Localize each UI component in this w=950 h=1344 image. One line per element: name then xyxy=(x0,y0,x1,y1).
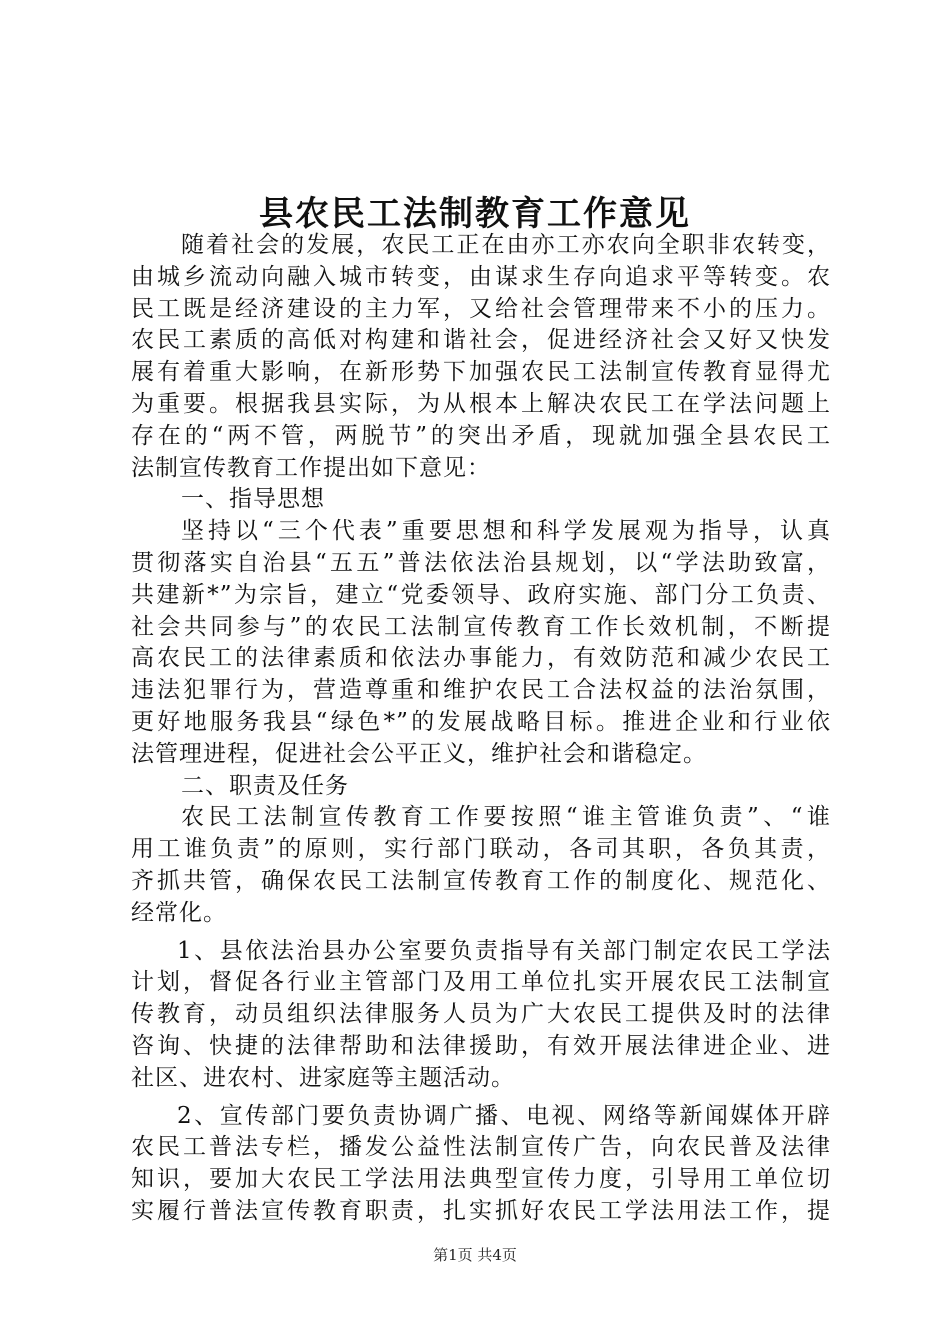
paragraph-line: 农民工法制宣传教育工作要按照“谁主管谁负责”、“谁 xyxy=(181,804,831,831)
paragraph-line: 贯彻落实自治县“五五”普法依法治县规划，以“学法助致富， xyxy=(131,549,831,576)
paragraph-line: 坚持以“三个代表”重要思想和科学发展观为指导，认真 xyxy=(181,518,831,545)
section-heading: 一、指导思想 xyxy=(181,486,325,513)
document-title: 县农民工法制教育工作意见 xyxy=(259,194,691,234)
paragraph-line: 农民工普法专栏，播发公益性法制宣传广告，向农民普及法律 xyxy=(131,1134,831,1161)
paragraph-line: 共建新*”为宗旨，建立“党委领导、政府实施、部门分工负责、 xyxy=(131,581,831,608)
paragraph-line: 社会共同参与”的农民工法制宣传教育工作长效机制，不断提 xyxy=(131,613,831,640)
paragraph-line: 实履行普法宣传教育职责，扎实抓好农民工学法用法工作，提 xyxy=(131,1197,831,1224)
paragraph-line: 违法犯罪行为，营造尊重和维护农民工合法权益的法治氛围， xyxy=(131,677,831,704)
paragraph-line: 2、宣传部门要负责协调广播、电视、网络等新闻媒体开辟 xyxy=(177,1102,831,1129)
paragraph-line: 经常化。 xyxy=(131,899,227,926)
paragraph-line: 用工谁负责”的原则，实行部门联动，各司其职，各负其责， xyxy=(131,836,831,863)
paragraph-line: 农民工素质的高低对构建和谐社会，促进经济社会又好又快发 xyxy=(131,327,831,354)
paragraph-line: 知识，要加大农民工学法用法典型宣传力度，引导用工单位切 xyxy=(131,1166,831,1193)
paragraph-line: 1、县依法治县办公室要负责指导有关部门制定农民工学法 xyxy=(177,937,831,964)
paragraph-line: 民工既是经济建设的主力军，又给社会管理带来不小的压力。 xyxy=(131,295,831,322)
paragraph-line: 更好地服务我县“绿色*”的发展战略目标。推进企业和行业依 xyxy=(131,708,831,735)
paragraph-line: 计划，督促各行业主管部门及用工单位扎实开展农民工法制宣 xyxy=(131,969,831,996)
paragraph-line: 咨询、快捷的法律帮助和法律援助，有效开展法律进企业、进 xyxy=(131,1032,831,1059)
paragraph-line: 高农民工的法律素质和依法办事能力，有效防范和减少农民工 xyxy=(131,645,831,672)
paragraph-line: 随着社会的发展，农民工正在由亦工亦农向全职非农转变， xyxy=(181,232,831,258)
page-number: 第1页 共4页 xyxy=(433,1246,517,1264)
paragraph-line: 存在的“两不管，两脱节”的突出矛盾，现就加强全县农民工 xyxy=(131,422,831,449)
paragraph-line: 展有着重大影响，在新形势下加强农民工法制宣传教育显得尤 xyxy=(131,359,831,386)
paragraph-line: 社区、进农村、进家庭等主题活动。 xyxy=(131,1064,515,1091)
paragraph-line: 传教育，动员组织法律服务人员为广大农民工提供及时的法律 xyxy=(131,1001,831,1028)
paragraph-line: 为重要。根据我县实际，为从根本上解决农民工在学法问题上 xyxy=(131,390,831,417)
document-body xyxy=(131,230,831,1228)
paragraph-line: 法管理进程，促进社会公平正义，维护社会和谐稳定。 xyxy=(131,740,707,767)
paragraph-line: 法制宣传教育工作提出如下意见： xyxy=(131,454,491,481)
paragraph-line: 齐抓共管，确保农民工法制宣传教育工作的制度化、规范化、 xyxy=(131,867,831,894)
section-heading: 二、职责及任务 xyxy=(181,772,349,799)
paragraph-line: 由城乡流动向融入城市转变，由谋求生存向追求平等转变。农 xyxy=(131,263,831,290)
